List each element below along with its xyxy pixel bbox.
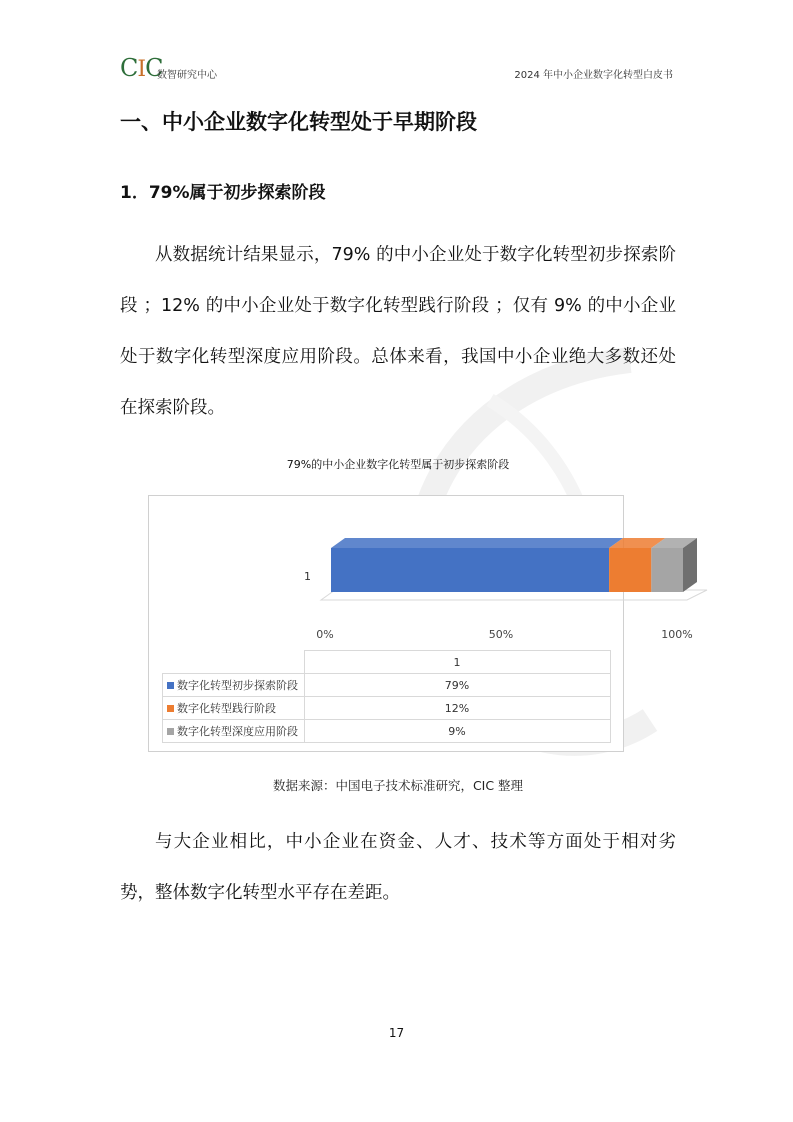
chart-plot bbox=[149, 496, 693, 646]
bar-top-face bbox=[331, 538, 623, 548]
data-source-note: 数据来源：中国电子技术标准研究，CIC 整理 bbox=[272, 778, 524, 793]
bar-segment bbox=[651, 548, 683, 592]
page-header bbox=[120, 56, 673, 82]
chart-data-table bbox=[162, 650, 611, 743]
org-name: 数智研究中心 bbox=[157, 70, 217, 81]
legend-entry bbox=[163, 720, 305, 743]
legend-label: 数字化转型初步探索阶段 bbox=[177, 679, 298, 692]
legend-entry bbox=[163, 674, 305, 697]
table-row bbox=[163, 697, 611, 720]
x-tick-label: 100% bbox=[661, 628, 693, 641]
chart-title: 79%的中小企业数字化转型属于初步探索阶段 bbox=[286, 458, 510, 471]
data-label: 79% bbox=[304, 674, 610, 697]
legend-swatch bbox=[167, 728, 174, 735]
chart-container bbox=[148, 495, 693, 752]
table-row bbox=[163, 720, 611, 743]
page-number: 17 bbox=[388, 1026, 405, 1040]
table-column-header: 1 bbox=[304, 651, 610, 674]
section-heading: 一、中小企业数字化转型处于早期阶段 bbox=[120, 110, 477, 134]
x-tick-label: 50% bbox=[488, 628, 514, 641]
legend-swatch bbox=[167, 705, 174, 712]
section-subheading: 1．79%属于初步探索阶段 bbox=[120, 183, 326, 203]
cic-logo: CIC bbox=[120, 54, 163, 82]
data-label: 12% bbox=[304, 697, 610, 720]
table-row bbox=[163, 674, 611, 697]
legend-label: 数字化转型践行阶段 bbox=[177, 702, 276, 715]
legend-swatch bbox=[167, 682, 174, 689]
document-title: 2024 年中小企业数字化转型白皮书 bbox=[514, 70, 673, 81]
category-label: 1 bbox=[304, 570, 311, 583]
body-paragraph-2: 与大企业相比，中小企业在资金、人才、技术等方面处于相对劣势，整体数字化转型水平存在差距。 bbox=[120, 832, 676, 903]
legend-label: 数字化转型深度应用阶段 bbox=[177, 725, 298, 738]
body-paragraph-1: 从数据统计结果显示，79% 的中小企业处于数字化转型初步探索阶段 ；12% 的中小企业处于数字化转型践行阶段 ；仅有 9% 的中小企业处于数字化转型深度应用阶段。总体来看，我国中小企业绝大多数还处在探索阶段。 bbox=[120, 245, 676, 418]
legend-entry bbox=[163, 697, 305, 720]
data-label: 9% bbox=[304, 720, 610, 743]
bar-segment bbox=[609, 548, 651, 592]
bar-segment bbox=[331, 548, 609, 592]
table-header-row bbox=[163, 651, 611, 674]
x-tick-label: 0% bbox=[316, 628, 334, 641]
